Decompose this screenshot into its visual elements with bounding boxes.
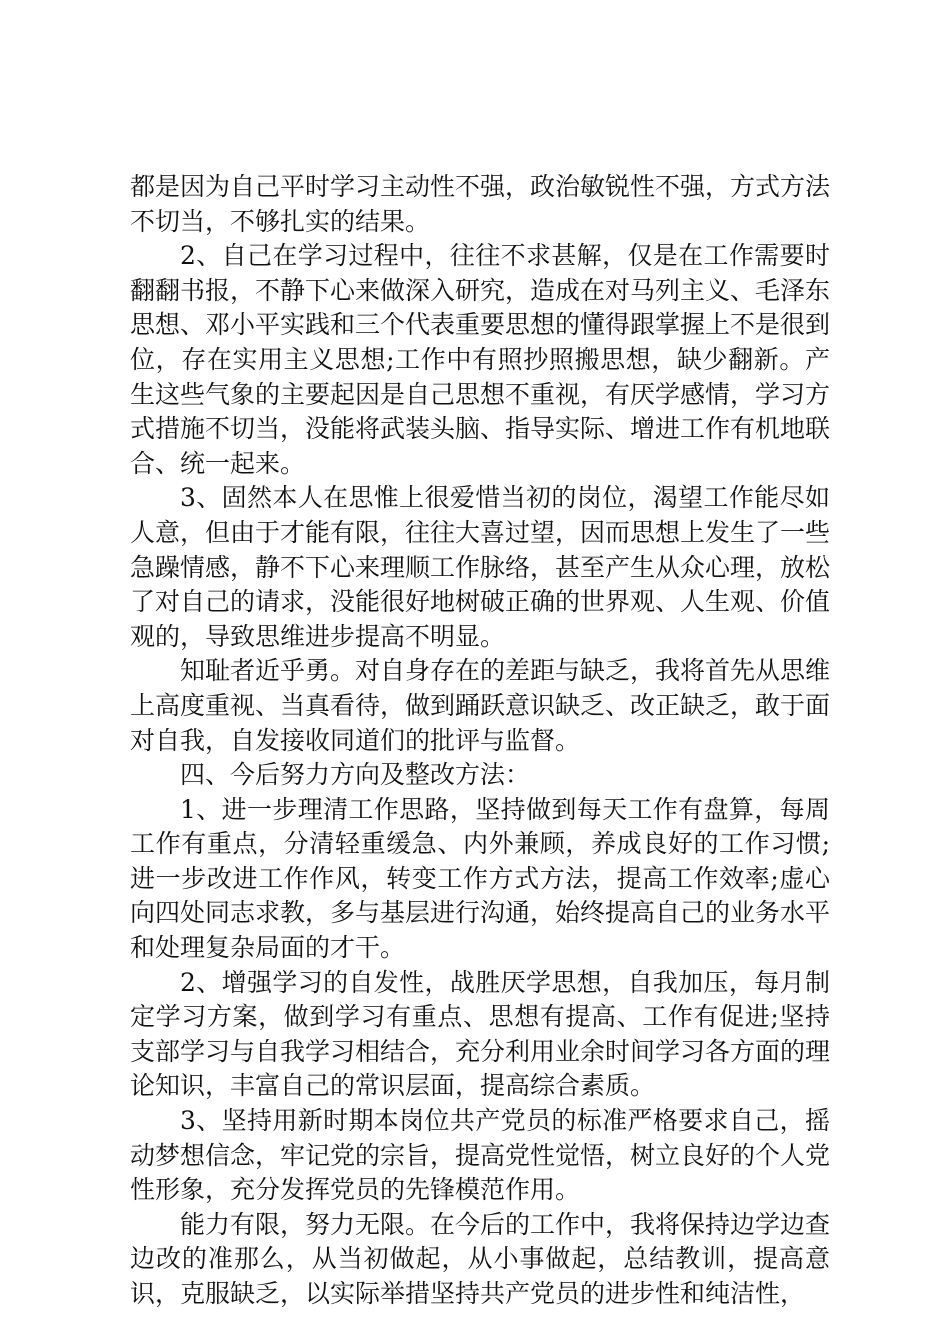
paragraph-8: 3、坚持用新时期本岗位共产党员的标准严格要求自己，摇动梦想信念，牢记党的宗旨，提高党性觉悟，树立良好的个人党性形象，充分发挥党员的先锋模范作用。: [130, 1106, 831, 1205]
paragraph-3: 3、固然本人在思惟上很爱惜当初的岗位，渴望工作能尽如人意，但由于才能有限，往往大喜过望，因而思想上发生了一些急躁情感，静不下心来理顺工作脉络，甚至产生从众心理，放松了对自己的请求，没能很好地树破正确的世界观、人生观、价值观的，导致思维进步提高不明显。: [130, 483, 831, 651]
paragraph-2: 2、自己在学习过程中，往往不求甚解，仅是在工作需要时翻翻书报，不静下心来做深入研究，造成在对马列主义、毛泽东思想、邓小平实践和三个代表重要思想的懂得跟掌握上不是很到位，存在实用主义思想;工作中有照抄照搬思想，缺少翻新。产生这些气象的主要起因是自己思想不重视，有厌学感情，学习方式措施不切当，没能将武装头脑、指导实际、增进工作有机地联合、统一起来。: [130, 241, 831, 478]
paragraph-4: 知耻者近乎勇。对自身存在的差距与缺乏，我将首先从思维上高度重视、当真看待，做到踊跃意识缺乏、改正缺乏，敢于面对自我，自发接收同道们的批评与监督。: [130, 656, 831, 755]
paragraph-9: 能力有限，努力无限。在今后的工作中，我将保持边学边查边改的准那么，从当初做起，从小事做起，总结教训，提高意识，克服缺乏，以实际举措坚持共产党员的进步性和纯洁性，: [130, 1209, 831, 1308]
section-heading-4: 四、今后努力方向及整改方法：: [180, 760, 531, 790]
paragraph-7: 2、增强学习的自发性，战胜厌学思想，自我加压，每月制定学习方案，做到学习有重点、思想有提高、工作有促进;坚持支部学习与自我学习相结合，充分利用业余时间学习各方面的理论知识，丰富自己的常识层面，提高综合素质。: [130, 967, 831, 1101]
paragraph-6: 1、进一步理清工作思路，坚持做到每天工作有盘算，每周工作有重点，分清轻重缓急、内外兼顾，养成良好的工作习惯;进一步改进工作作风，转变工作方式方法，提高工作效率;虚心向四处同志求教，多与基层进行沟通，始终提高自己的业务水平和处理复杂局面的才干。: [130, 794, 831, 963]
document-page: [130, 170, 830, 1312]
paragraph-1: 都是因为自己平时学习主动性不强，政治敏锐性不强，方式方法不切当，不够扎实的结果。: [130, 172, 831, 236]
